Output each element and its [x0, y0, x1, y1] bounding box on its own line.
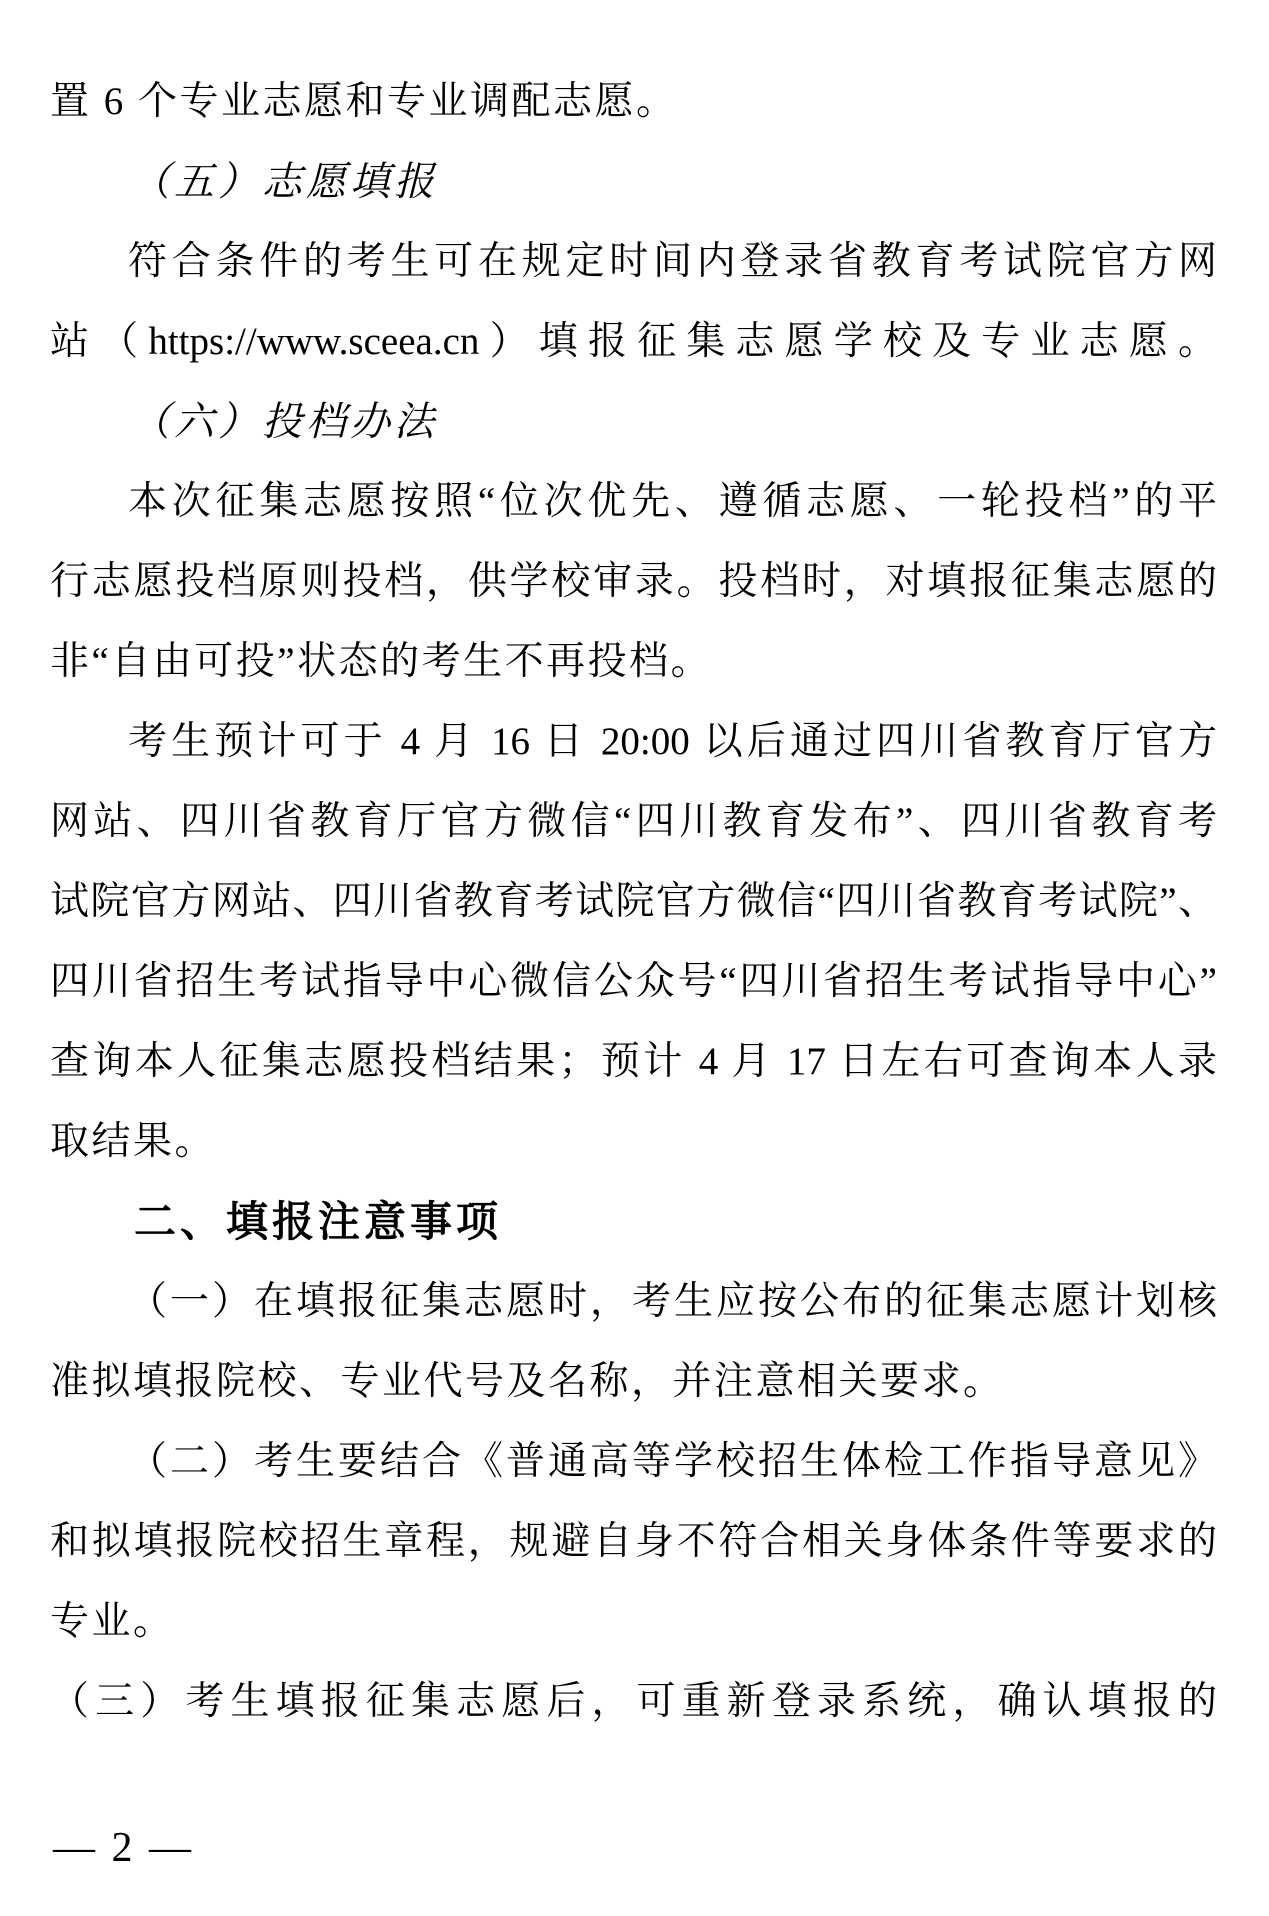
- subsection-heading-archiving-method: （六）投档办法: [130, 399, 438, 444]
- document-body: [50, 62, 1217, 1742]
- paragraph-line: 行志愿投档原则投档，供学校审录。投档时，对填报征集志愿的: [50, 560, 1217, 603]
- page-number: — 2 —: [53, 1825, 194, 1871]
- paragraph-line: 置 6 个专业志愿和专业调配志愿。: [50, 80, 678, 123]
- paragraph-line: 准拟填报院校、专业代号及名称，并注意相关要求。: [50, 1360, 1005, 1403]
- paragraph-line: （二）考生要结合《普通高等学校招生体检工作指导意见》: [128, 1440, 1217, 1483]
- paragraph-line: 网站、四川省教育厅官方微信“四川教育发布”、四川省教育考: [50, 800, 1217, 843]
- paragraph-line: 查询本人征集志愿投档结果；预计 4 月 17 日左右可查询本人录: [50, 1040, 1217, 1083]
- paragraph-line: 和拟填报院校招生章程，规避自身不符合相关身体条件等要求的: [50, 1520, 1217, 1563]
- paragraph-line: 试院官方网站、四川省教育考试院官方微信“四川省教育考试院”、: [50, 880, 1217, 923]
- paragraph-line-with-url: 站（https://www.sceea.cn）填报征集志愿学校及专业志愿。: [50, 320, 1217, 363]
- paragraph-line: （三）考生填报征集志愿后，可重新登录系统，确认填报的: [50, 1680, 1217, 1723]
- paragraph-line: 考生预计可于 4 月 16 日 20:00 以后通过四川省教育厅官方: [128, 720, 1217, 763]
- subsection-heading-volunteer-filling: （五）志愿填报: [130, 159, 438, 204]
- paragraph-line: 四川省招生考试指导中心微信公众号“四川省招生考试指导中心”: [50, 960, 1217, 1003]
- paragraph-line: 符合条件的考生可在规定时间内登录省教育考试院官方网: [128, 240, 1217, 283]
- paragraph-line: 专业。: [50, 1600, 175, 1643]
- section-heading-notes: 二、填报注意事项: [134, 1198, 503, 1245]
- paragraph-line: 取结果。: [50, 1120, 217, 1163]
- paragraph-line: 非“自由可投”状态的考生不再投档。: [50, 640, 713, 683]
- paragraph-line: （一）在填报征集志愿时，考生应按公布的征集志愿计划核: [128, 1280, 1217, 1323]
- paragraph-line: 本次征集志愿按照“位次优先、遵循志愿、一轮投档”的平: [128, 480, 1217, 523]
